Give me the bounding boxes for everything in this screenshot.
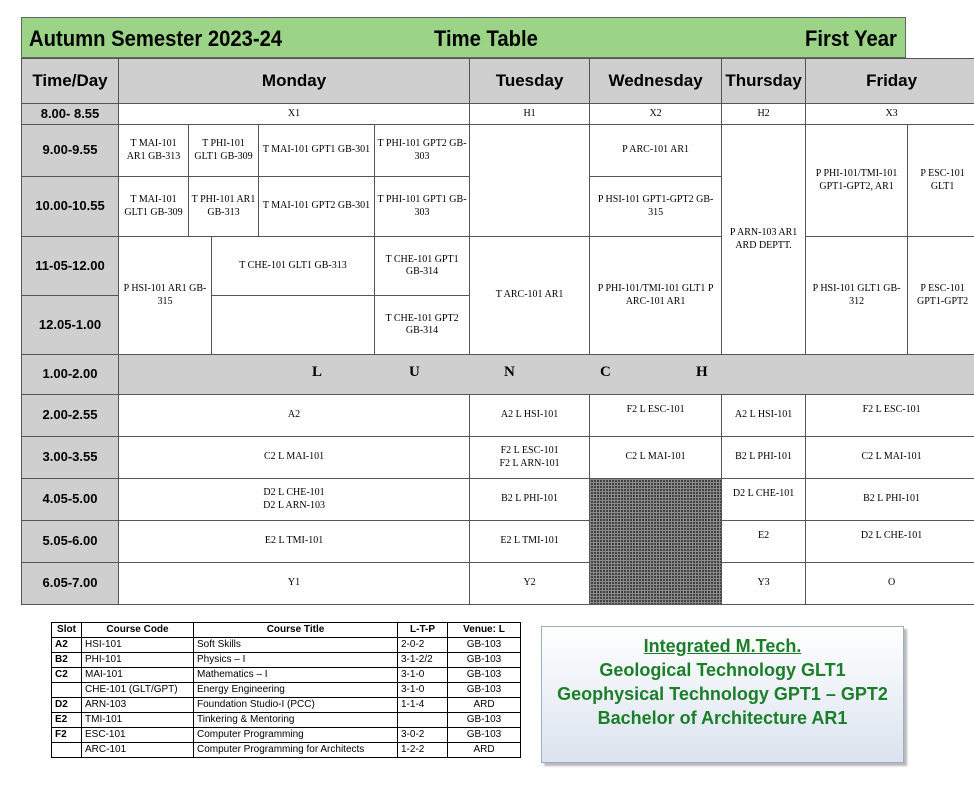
class-cell: P ARC-101 AR1: [590, 125, 722, 177]
course-code: TMI-101: [82, 713, 194, 728]
lunch-letter: H: [696, 364, 708, 380]
time-slot: 10.00-10.55: [22, 177, 119, 237]
course-row: [52, 638, 521, 653]
course-title: Mathematics – I: [194, 668, 398, 683]
course-slot: D2: [52, 698, 82, 713]
class-cell: P HSI-101 GPT1-GPT2 GB-315: [590, 177, 722, 237]
course-venue: GB-103: [448, 728, 521, 743]
class-cell: T CHE-101 GPT2 GB-314: [375, 296, 470, 355]
course-title: Soft Skills: [194, 638, 398, 653]
course-row: [52, 683, 521, 698]
thursday-header: Thursday: [722, 59, 806, 104]
blocked-cell: [590, 479, 722, 605]
course-row: [52, 698, 521, 713]
class-cell: D2 L CHE-101: [806, 521, 974, 563]
slot-cell: X3: [806, 104, 974, 125]
timetable: [21, 58, 974, 605]
class-cell: A2 L HSI-101: [470, 395, 590, 437]
course-row: [52, 653, 521, 668]
class-cell: B2 L PHI-101: [470, 479, 590, 521]
slot-cell: H2: [722, 104, 806, 125]
course-ltp: 3-1-0: [398, 668, 448, 683]
course-ltp: 3-1-2/2: [398, 653, 448, 668]
time-slot: 8.00- 8.55: [22, 104, 119, 125]
class-cell: P PHI-101/TMI-101 GLT1 P ARC-101 AR1: [590, 237, 722, 355]
course-header: Course Title: [194, 623, 398, 638]
course-header: Course Code: [82, 623, 194, 638]
class-cell: [119, 479, 470, 521]
course-title: Computer Programming: [194, 728, 398, 743]
course-title: Tinkering & Mentoring: [194, 713, 398, 728]
course-row: [52, 743, 521, 758]
class-cell: Y3: [722, 563, 806, 605]
lunch-letter: N: [504, 364, 515, 380]
program-title: Integrated M.Tech.: [643, 636, 802, 656]
lunch-letter: C: [600, 364, 611, 380]
course-code: PHI-101: [82, 653, 194, 668]
class-cell: P PHI-101/TMI-101 GPT1-GPT2, AR1: [806, 125, 908, 237]
time-day-header: Time/Day: [22, 59, 119, 104]
course-slot: [52, 743, 82, 758]
course-code: ARN-103: [82, 698, 194, 713]
time-slot: 1.00-2.00: [22, 355, 119, 395]
class-cell: T MAI-101 GLT1 GB-309: [119, 177, 189, 237]
lunch-letter: L: [312, 364, 323, 380]
class-line: D2 L ARN-103: [263, 499, 325, 511]
course-ltp: [398, 713, 448, 728]
class-cell: T CHE-101 GPT1 GB-314: [375, 237, 470, 296]
course-header: Slot: [52, 623, 82, 638]
slot-cell: X2: [590, 104, 722, 125]
program-info-box: [541, 626, 904, 763]
class-cell: A2 L HSI-101: [722, 395, 806, 437]
course-code: HSI-101: [82, 638, 194, 653]
monday-header: Monday: [119, 59, 470, 104]
tuesday-header: Tuesday: [470, 59, 590, 104]
time-slot: 2.00-2.55: [22, 395, 119, 437]
class-cell: D2 L CHE-101: [722, 479, 806, 521]
class-cell: F2 L ESC-101: [806, 395, 974, 437]
class-line: D2 L CHE-101: [263, 487, 325, 498]
page-title: Time Table: [434, 26, 538, 51]
course-venue: GB-103: [448, 683, 521, 698]
time-slot: 11-05-12.00: [22, 237, 119, 296]
course-header: Venue: L: [448, 623, 521, 638]
class-cell: T ARC-101 AR1: [470, 237, 590, 355]
course-title: Foundation Studio-I (PCC): [194, 698, 398, 713]
class-cell: A2: [119, 395, 470, 437]
course-slot: A2: [52, 638, 82, 653]
class-cell: T PHI-101 GLT1 GB-309: [189, 125, 259, 177]
class-cell: Y1: [119, 563, 470, 605]
class-cell: F2 L ESC-101: [590, 395, 722, 437]
time-slot: 9.00-9.55: [22, 125, 119, 177]
course-venue: GB-103: [448, 653, 521, 668]
time-slot: 4.05-5.00: [22, 479, 119, 521]
wednesday-header: Wednesday: [590, 59, 722, 104]
course-title: Computer Programming for Architects: [194, 743, 398, 758]
course-venue: GB-103: [448, 713, 521, 728]
course-venue: ARD: [448, 698, 521, 713]
course-row: [52, 728, 521, 743]
class-cell: T MAI-101 GPT2 GB-301: [259, 177, 375, 237]
year-title: First Year: [805, 26, 897, 51]
class-cell: B2 L PHI-101: [806, 479, 974, 521]
course-code: MAI-101: [82, 668, 194, 683]
time-slot: 3.00-3.55: [22, 437, 119, 479]
class-cell: [470, 125, 590, 237]
course-venue: GB-103: [448, 668, 521, 683]
course-title: Energy Engineering: [194, 683, 398, 698]
course-row: [52, 668, 521, 683]
course-venue: ARD: [448, 743, 521, 758]
class-line: F2 L ARN-101: [499, 457, 560, 469]
class-cell: P HSI-101 GLT1 GB-312: [806, 237, 908, 355]
time-slot: 5.05-6.00: [22, 521, 119, 563]
class-cell: [470, 437, 590, 479]
class-line: F2 L ESC-101: [500, 445, 559, 456]
lunch-break: [119, 355, 974, 395]
class-cell: P HSI-101 AR1 GB-315: [119, 237, 212, 355]
slot-cell: X1: [119, 104, 470, 125]
class-cell: C2 L MAI-101: [590, 437, 722, 479]
class-cell: C2 L MAI-101: [119, 437, 470, 479]
course-ltp: 1-1-4: [398, 698, 448, 713]
class-cell: T CHE-101 GLT1 GB-313: [212, 237, 375, 296]
lunch-letter: U: [409, 364, 420, 380]
course-slot: [52, 683, 82, 698]
class-cell: T PHI-101 AR1 GB-313: [189, 177, 259, 237]
time-slot: 6.05-7.00: [22, 563, 119, 605]
friday-header: Friday: [806, 59, 974, 104]
class-cell: T MAI-101 GPT1 GB-301: [259, 125, 375, 177]
program-line: Bachelor of Architecture AR1: [597, 708, 848, 728]
program-line: Geological Technology GLT1: [599, 660, 846, 680]
program-line: Geophysical Technology GPT1 – GPT2: [557, 684, 888, 704]
class-cell: C2 L MAI-101: [806, 437, 974, 479]
class-cell: O: [806, 563, 974, 605]
slot-cell: H1: [470, 104, 590, 125]
course-ltp: 3-0-2: [398, 728, 448, 743]
class-cell: T PHI-101 GPT2 GB-303: [375, 125, 470, 177]
course-title: Physics – I: [194, 653, 398, 668]
course-slot: E2: [52, 713, 82, 728]
course-header: L-T-P: [398, 623, 448, 638]
class-cell: B2 L PHI-101: [722, 437, 806, 479]
class-cell: P ESC-101 GLT1: [908, 125, 974, 237]
time-slot: 12.05-1.00: [22, 296, 119, 355]
course-ltp: 1-2-2: [398, 743, 448, 758]
course-slot: F2: [52, 728, 82, 743]
course-venue: GB-103: [448, 638, 521, 653]
course-table: [51, 622, 521, 758]
class-cell: E2 L TMI-101: [470, 521, 590, 563]
course-code: ESC-101: [82, 728, 194, 743]
course-ltp: 3-1-0: [398, 683, 448, 698]
course-slot: B2: [52, 653, 82, 668]
course-code: CHE-101 (GLT/GPT): [82, 683, 194, 698]
class-cell: E2: [722, 521, 806, 563]
class-cell: P ARN-103 AR1 ARD DEPTT.: [722, 125, 806, 355]
class-cell: Y2: [470, 563, 590, 605]
class-cell: E2 L TMI-101: [119, 521, 470, 563]
course-ltp: 2-0-2: [398, 638, 448, 653]
class-cell: P ESC-101 GPT1-GPT2: [908, 237, 974, 355]
class-cell: T PHI-101 GPT1 GB-303: [375, 177, 470, 237]
course-code: ARC-101: [82, 743, 194, 758]
semester-title: Autumn Semester 2023-24: [29, 26, 283, 51]
class-cell: [212, 296, 375, 355]
class-cell: T MAI-101 AR1 GB-313: [119, 125, 189, 177]
course-row: [52, 713, 521, 728]
course-slot: C2: [52, 668, 82, 683]
